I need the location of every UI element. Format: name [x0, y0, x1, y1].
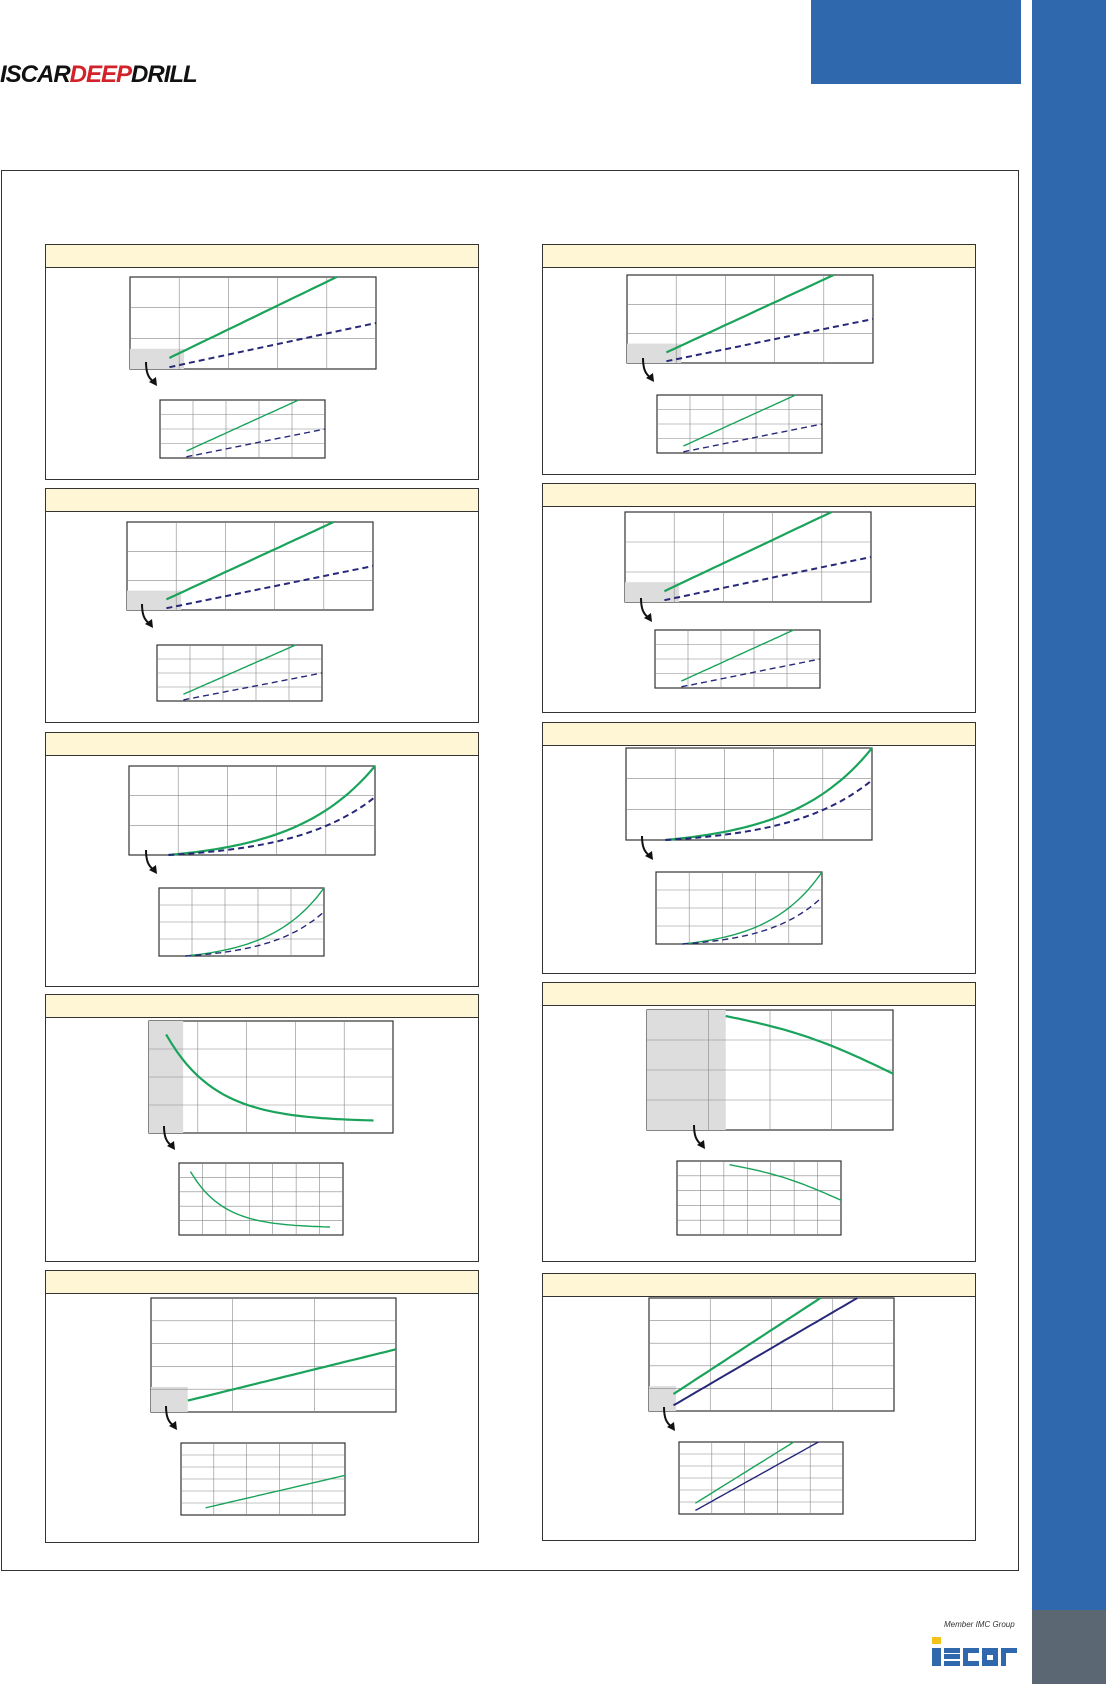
brand-logo: [0, 62, 197, 88]
zoom-arrow-icon: [638, 834, 662, 864]
detail-chart: [655, 393, 824, 455]
zoom-arrow-icon: [690, 1123, 714, 1153]
detail-chart: [179, 1441, 347, 1517]
detail-chart: [155, 643, 324, 703]
side-strip-footer-block: [1032, 1610, 1106, 1684]
main-chart: [645, 1008, 895, 1132]
detail-chart: [157, 886, 326, 958]
detail-chart: [653, 628, 822, 690]
zoom-arrow-icon: [138, 602, 162, 632]
main-chart: [149, 1296, 398, 1414]
panel-header: [543, 484, 975, 507]
member-imc-group-text: Member IMC Group: [944, 1620, 1015, 1629]
zoom-arrow-icon: [160, 1124, 184, 1154]
panel-header: [46, 733, 478, 756]
panel-header: [46, 995, 478, 1018]
panel-header: [46, 245, 478, 268]
side-strip: [1032, 0, 1106, 1684]
main-chart: [647, 1296, 896, 1413]
main-chart: [625, 273, 875, 365]
detail-chart: [677, 1440, 845, 1516]
detail-chart: [675, 1159, 843, 1237]
panel-header: [543, 723, 975, 746]
panel-header: [543, 245, 975, 268]
zoom-arrow-icon: [637, 596, 661, 626]
brand-word-deep: DEEP: [69, 61, 132, 88]
brand-word-drill: DRILL: [131, 61, 197, 88]
main-chart: [127, 764, 377, 857]
zoom-arrow-icon: [142, 360, 166, 390]
detail-chart: [177, 1161, 345, 1237]
iscar-wordmark: [932, 1634, 1018, 1666]
zoom-arrow-icon: [639, 356, 663, 386]
panel-header: [46, 489, 478, 512]
main-chart: [125, 520, 375, 612]
plot-area: [677, 1161, 841, 1235]
main-chart: [147, 1019, 395, 1135]
panel-header: [46, 1271, 478, 1294]
brand-word-iscar: ISCAR: [0, 61, 70, 88]
plot-area: [179, 1163, 343, 1235]
main-chart: [624, 746, 874, 842]
detail-chart: [654, 870, 824, 946]
zoom-arrow-icon: [142, 848, 166, 878]
detail-chart: [158, 398, 327, 460]
zoom-arrow-icon: [660, 1405, 684, 1435]
section-tab: [811, 0, 1021, 84]
main-chart: [128, 275, 378, 371]
main-chart: [623, 510, 873, 604]
iscar-logo: [926, 1620, 1018, 1672]
zoom-arrow-icon: [162, 1404, 186, 1434]
panel-header: [543, 1274, 975, 1297]
panel-header: [543, 983, 975, 1006]
